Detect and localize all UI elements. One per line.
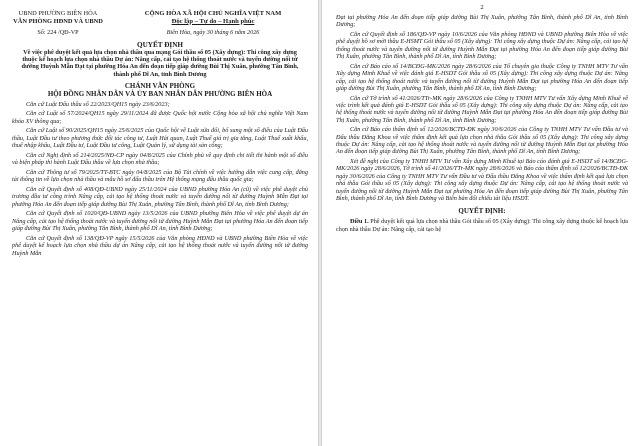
page-number: 2 xyxy=(480,4,484,11)
document-number: Số: 224 /QĐ-VP xyxy=(37,28,79,36)
legal-basis-item: Căn cứ Quyết định số 186/QĐ-VP ngày 10/6/2026 của Văn phòng HĐND và UBND phường Biên Hòa về việc phê duyệt hồ sơ mời thầu E-HSMT Gói thầu số 05 (Xây dựng): Thi công xây dựng thuộc Dự án: Nâng cấp, cải tạo hệ thống thoát nước và tuyến đường nối từ đường Huỳnh Mẫn Đạt tại phường Hóa An đến đoạn tiếp giáp đường Bùi Thị Xuân, phường Tân Bình, thành phố Dĩ An, tỉnh Bình Dương; xyxy=(336,31,628,61)
continued-paragraph: Đạt tại phường Hóa An đến đoạn tiếp giáp đường Bùi Thị Xuân, phường Tân Bình, thành phố Dĩ An, tỉnh Bình Dương; xyxy=(336,14,628,29)
place-and-date: Biên Hòa, ngày 30 tháng 6 năm 2026 xyxy=(166,28,260,36)
legal-basis-item: Căn cứ Luật số 90/2025/QH15 ngày 25/6/2025 của Quốc hội về Luật sửa đổi, bổ sung một số điều của Luật Đấu thầu, Luật Đầu tư theo phương thức đối tác công tư, Luật Hải quan, Luật Thuế giá trị gia tăng, Luật Thuế xuất khẩu, thuế nhập khẩu, Luật Đầu tư, Luật Đầu tư công, Luật Quản lý, sử dụng tài sản công; xyxy=(12,127,308,150)
document-subject: Về việc phê duyệt kết quả lựa chọn nhà thầu qua mạng Gói thầu số 05 (Xây dựng): Thi công xây dựng thuộc kế hoạch lựa chọn nhà thầu Dự án: Nâng cấp, cải tạo hệ thống thoát nước và tuyến đường nối từ đường Huỳnh Mẫn Đạt tại phường Hóa An đến đoạn tiếp giáp đường Bùi Thị Xuân, phường Tân Bình, thành phố Dĩ An, tỉnh Bình Dương xyxy=(21,48,299,78)
issuer-body: HỘI ĐỒNG NHÂN DÂN VÀ ỦY BAN NHÂN DÂN PHƯỜNG BIÊN HÒA xyxy=(47,90,273,99)
decision-heading: QUYẾT ĐỊNH: xyxy=(458,207,506,216)
legal-basis-item: Căn cứ Tờ trình số 41/2026/TTr-MK ngày 28/6/2026 của Công ty TNHH MTV Tư vấn Xây dựng Minh Khuê về việc trình kết quả đánh giá E-HSDT Gói thầu số 05 (Xây dựng): Thi công xây dựng thuộc Dự án: Nâng cấp, cải tạo hệ thống thoát nước và tuyến đường nối từ đường Huỳnh Mẫn Đạt tại phường Hóa An đến đoạn tiếp giáp đường Bùi Thị Xuân, phường Tân Bình, thành phố Dĩ An, tỉnh Bình Dương; xyxy=(336,94,628,124)
article-1-text: Phê duyệt kết quả lựa chọn nhà thầu Gói thầu số 05 (Xây dựng): Thi công xây dựng thuộc kế hoạch lựa chọn nhà thầu Dự án: Nâng cấp, cải tạo hệ xyxy=(336,218,628,233)
country-name: CỘNG HÒA XÃ HỘI CHỦ NGHĨA VIỆT NAM xyxy=(144,10,282,17)
legal-basis-item: Căn cứ Luật số 57/2024/QH15 ngày 29/11/2024 đã được Quốc hội nước Cộng hòa xã hội chủ nghĩa Việt Nam khóa XV thông qua; xyxy=(12,110,308,125)
national-motto: Độc lập – Tự do – Hạnh phúc xyxy=(171,17,255,25)
document-meta xyxy=(12,29,308,36)
article-1-label: Điều 1. xyxy=(350,218,369,226)
agency-name: VĂN PHÒNG HĐND VÀ UBND xyxy=(13,17,103,25)
article-1 xyxy=(336,218,628,233)
legal-basis-item: Căn cứ Quyết định số 408/QĐ-UBND ngày 25/11/2024 của UBND phường Hóa An (cũ) về việc phê duyệt chủ trương đầu tư công trình Nâng cấp, cải tạo hệ thống thoát nước và tuyến đường nối từ đường Huỳnh Mẫn Đạt tại phường Hóa An đến đoạn tiếp giáp đường Bùi Thị Xuân, phường Tân Bình, thành phố Dĩ An, tỉnh Bình Dương; xyxy=(12,186,308,208)
issuer-authority xyxy=(12,82,308,98)
legal-basis-item: Căn cứ Luật Đấu thầu số 22/2023/QH15 ngày 23/6/2023; xyxy=(26,100,170,108)
legal-basis-item: Căn cứ Quyết định số 138/QĐ-VP ngày 15/5/2026 của Văn phòng HĐND và UBND phường Biên Hòa về việc phê duyệt kế hoạch lựa chọn nhà thầu dự án Nâng cấp, cải tạo hệ thống thoát nước và tuyến đường nối từ đường Huỳnh Mẫn xyxy=(12,234,308,257)
document-title: QUYẾT ĐỊNH xyxy=(137,40,183,49)
national-heading xyxy=(118,10,308,26)
legal-basis-item: Căn cứ Nghị định số 214/2025/NĐ-CP ngày 04/8/2025 của Chính phủ về quy định chi tiết thi hành một số điều và biện pháp thi hành Luật Đấu thầu về lựa chọn nhà thầu; xyxy=(12,151,308,167)
agency-parent: UBND PHƯỜNG BIÊN HÒA xyxy=(18,10,98,17)
issuing-agency xyxy=(12,10,104,26)
legal-basis-item: Căn cứ Quyết định số 1020/QĐ-UBND ngày 13/5/2026 của UBND phường Biên Hòa về việc phê duyệt dự án Nâng cấp, cải tạo hệ thống thoát nước và tuyến đường nối từ đường Huỳnh Mẫn Đạt tại phường Hóa An đến đoạn tiếp giáp đường Bùi Thị Xuân, phường Tân Bình, thành phố Dĩ An, tỉnh Bình Dương; xyxy=(12,210,308,233)
legal-basis-list xyxy=(336,31,628,202)
legal-basis-list xyxy=(12,101,308,257)
legal-basis-item: Căn cứ Báo cáo số 14/BCĐG-MK/2026 ngày 28/6/2026 của Tổ chuyên gia thuộc Công ty TNHH MTV Tư vấn Xây dựng Minh Khuê về việc đánh giá E-HSDT Gói thầu số 05 (Xây dựng): Thi công xây dựng thuộc Dự án: Nâng cấp, cải tạo hệ thống thoát nước và tuyến đường nối từ đường Huỳnh Mẫn Đạt tại phường Hóa An đến đoạn tiếp giáp đường Bùi Thị Xuân, phường Tân Bình, thành phố Dĩ An, tỉnh Bình Dương; xyxy=(336,62,628,92)
legal-basis-item: Căn cứ Báo cáo thẩm định số 12/2026/BCTĐ-ĐK ngày 30/6/2026 của Công ty TNHH MTV Tư vấn Đầu tư và Đấu thầu Đăng Khoa về việc thẩm định kết quả lựa chọn nhà thầu Gói thầu số 05 (Xây dựng): Thi công xây dựng thuộc Dự án: Nâng cấp, cải tạo hệ thống thoát nước và tuyến đường nối từ đường Huỳnh Mẫn Đạt tại phường Hóa An đến đoạn tiếp giáp đường Bùi Thị Xuân, phường Tân Bình, thành phố Dĩ An, tỉnh Bình Dương; xyxy=(336,126,628,156)
legal-basis-item: Căn cứ Thông tư số 79/2025/TT-BTC ngày 04/8/2025 của Bộ Tài chính về việc hướng dẫn việc cung cấp, đăng tải thông tin về lựa chọn nhà thầu và mẫu hồ sơ đấu thầu trên Hệ thống mạng đấu thầu quốc gia; xyxy=(12,168,308,184)
document-header xyxy=(12,10,308,26)
page-2 xyxy=(322,0,640,446)
proposal-paragraph: Xét đề nghị của Công ty TNHH MTV Tư vấn Xây dựng Minh Khuê tại Báo cáo đánh giá E-HSDT số 14/BCĐG-MK/2026 ngày 28/6/2026, Tờ trình số 41/2026/TTr-MK ngày 28/6/2026 và Báo cáo thẩm định số 12/2026/BCTĐ-ĐK ngày 30/6/2026 của Công ty TNHH MTV Tư vấn Đầu tư và Đấu thầu Đăng Khoa về việc thẩm định kết quả lựa chọn nhà thầu Gói thầu số 05 (Xây dựng): Thi công xây dựng thuộc Dự án: Nâng cấp, cải tạo hệ thống thoát nước và tuyến đường nối từ đường Huỳnh Mẫn Đạt tại phường Hóa An đến đoạn tiếp giáp đường Bùi Thị Xuân, phường Tân Bình, thành phố Dĩ An, tỉnh Bình Dương và Biên bản đối chiếu tài liệu HSDT. xyxy=(336,158,628,202)
page-1 xyxy=(0,0,318,446)
issuer-title: CHÁNH VĂN PHÒNG xyxy=(124,82,196,91)
